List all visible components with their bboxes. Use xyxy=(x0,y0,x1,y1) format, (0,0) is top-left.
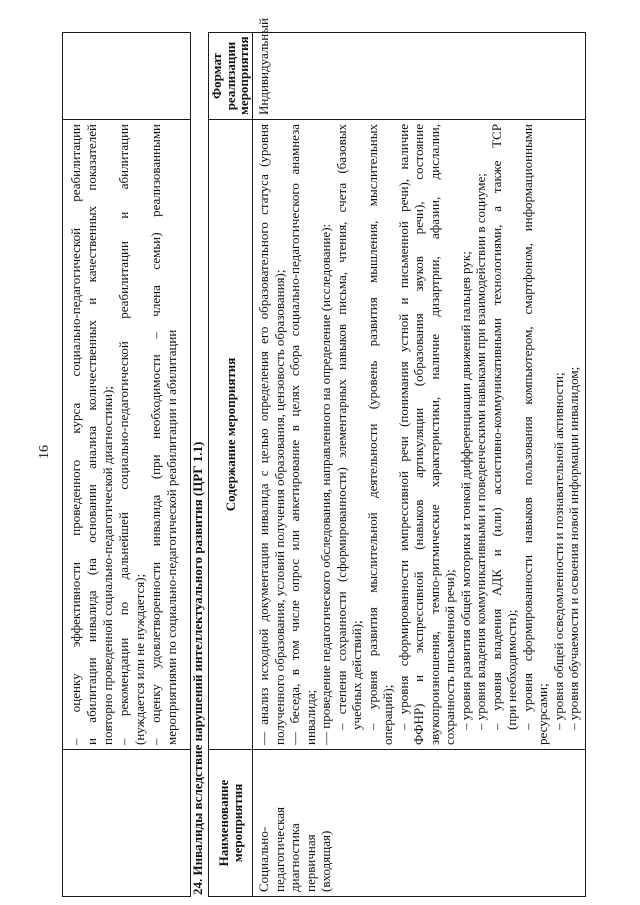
content-line: — проведение педагогического обследования, направленного на определение (исследование): xyxy=(318,223,333,745)
content-line: – уровня владения АДК и (или) ассистивно-коммуникативными технологиями, а также ТСР xyxy=(488,124,504,730)
event-name-cell xyxy=(63,750,191,897)
event-name-cell xyxy=(253,750,586,897)
format-value: Индивидуальный xyxy=(256,18,271,115)
content-line: – оценку эффективности проведенного курса социально-педагогической реабилитации xyxy=(68,124,83,745)
content-line: – уровня сформированности навыков пользования компьютером, смартфоном, информационными xyxy=(519,124,535,730)
content-line: инвалида; xyxy=(302,689,318,745)
table-row xyxy=(63,33,191,897)
name-line: первичная xyxy=(302,834,318,892)
section-heading: 24. Инвалиды вследствие нарушений интеллектуального развития (ЦРГ 1.1) xyxy=(190,441,205,895)
event-format-cell xyxy=(63,33,191,120)
content-line: мероприятиями по социально-педагогической реабилитации и абилитации xyxy=(164,329,179,745)
name-line: диагностика xyxy=(287,823,302,892)
content-line: ФФНР) и экспрессивной (навыков артикуляции (образования звуков речи), состояние xyxy=(411,124,426,745)
content-line: – уровня владения коммуникативными и поведенческими навыками при взаимодействии в социуме; xyxy=(473,173,488,730)
table-header-row xyxy=(209,33,253,897)
content-line: – уровня обучаемости и освоения новой информации инвалидом; xyxy=(566,366,581,730)
content-line: – уровня развития общей моторики и тонкой дифференциации движений пальцев рук; xyxy=(457,251,473,730)
content-line: (нуждается или не нуждается); xyxy=(132,573,147,745)
content-line: — беседа, в том числе опрос или анкетирование в целях сбора социально-педагогического анамнеза xyxy=(287,124,302,745)
content-line: – оценку удовлетворенности инвалида (при необходимости – члена семьи) реализованными xyxy=(148,124,163,745)
content-line: ресурсами; xyxy=(535,683,550,745)
name-line: педагогическая xyxy=(271,806,287,892)
table-row xyxy=(253,33,586,897)
header-line: мероприятия xyxy=(229,783,245,863)
content-line: учебных действий); xyxy=(349,620,364,730)
content-line: – уровня сформированности импрессивной речи (понимания устной и письменной речи), наличие xyxy=(395,124,411,730)
content-line: и абилитации инвалида (на основании анализа количественных и качественных показателей xyxy=(84,124,99,745)
continued-rehabilitation-table xyxy=(62,32,191,897)
content-line: – степени сохранности (сформированности) элементарных навыков письма, чтения, счета (базовых xyxy=(333,124,349,730)
table-body xyxy=(63,33,191,897)
content-line: – уровня развития мыслительной деятельности (уровень развития мышления, мыслительных xyxy=(364,124,380,730)
intellectual-disability-table xyxy=(208,18,586,897)
page-number: 16 xyxy=(37,445,52,459)
name-line: (входящая) xyxy=(318,830,333,892)
event-content-cell xyxy=(253,120,586,750)
content-line: – уровня общей осведомленности и познавательной активности; xyxy=(550,372,566,730)
event-content-cell xyxy=(63,120,191,750)
content-line: повторно проведенной социально-педагогической диагностики); xyxy=(100,386,115,745)
header-event-name xyxy=(209,750,253,897)
header-line: реализации xyxy=(222,41,238,111)
content-line: – рекомендации по дальнейшей социально-педагогической реабилитации и абилитации xyxy=(116,124,131,745)
content-line: звукопроизношения, темпо-ритмические характеристики, наличие дизартрии, афазии, дислалии, xyxy=(426,124,442,745)
header-line: Формат xyxy=(209,53,225,100)
content-line: сохранность письменной речи); xyxy=(442,569,457,745)
content-line: (при необходимости); xyxy=(504,609,519,730)
content-line: — анализ исходной документации инвалида с целью определения его образовательного статуса (уровня xyxy=(256,124,271,745)
event-format-cell xyxy=(253,18,586,120)
content-line: полученного образования, условий получения образования, цензовость образования); xyxy=(271,269,287,745)
header-event-format xyxy=(209,33,253,120)
content-line: операций); xyxy=(380,684,395,745)
table-body xyxy=(209,18,586,897)
name-line: Социально- xyxy=(256,826,271,892)
header-line: Наименование xyxy=(216,779,231,867)
header-event-content: Содержание мероприятия xyxy=(209,120,253,750)
header-line: мероприятия xyxy=(236,36,252,115)
